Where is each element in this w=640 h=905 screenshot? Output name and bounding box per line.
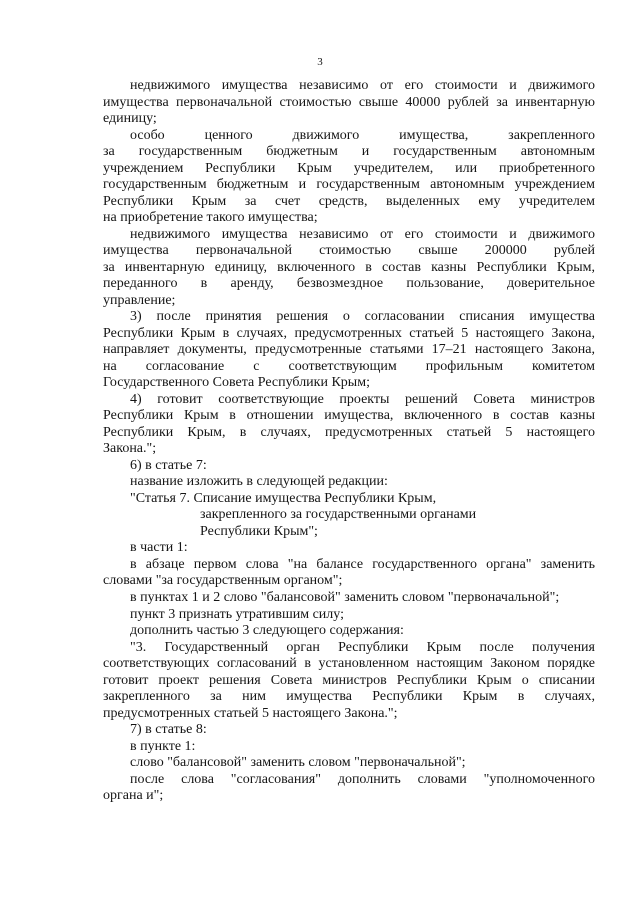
text-line: дополнить частью 3 следующего содержания: — [130, 623, 404, 639]
text-line: название изложить в следующей редакции: — [130, 474, 388, 490]
text-line: "Статья 7. Списание имущества Республики Крым, — [130, 490, 437, 506]
text-line: переданного в аренду, безвозмездное пользование, доверительное — [103, 276, 595, 292]
text-line: Республики Крым в отношении имущества, включенного в состав казны — [103, 408, 595, 424]
text-line: на приобретение такого имущества; — [103, 210, 318, 226]
text-line: пункт 3 признать утратившим силу; — [130, 606, 344, 622]
text-line: Республики Крым в случаях, предусмотренных статьей 5 настоящего Закона, — [103, 325, 595, 341]
text-line: 6) в статье 7: — [130, 457, 207, 473]
text-line: направляет документы, предусмотренные статьями 17–21 настоящего Закона, — [103, 342, 595, 358]
text-line: закрепленного за ним имущества Республики Крым в случаях, — [103, 689, 595, 705]
text-line: Республики Крым, в случаях, предусмотренных статьей 5 настоящего — [103, 424, 595, 440]
text-line: словами "за государственным органом"; — [103, 573, 343, 589]
text-line: Государственного Совета Республики Крым; — [103, 375, 370, 391]
text-line: управление; — [103, 292, 176, 308]
text-line: на согласование с соответствующим профильным комитетом — [103, 358, 595, 374]
text-line: имущества первоначальной стоимостью свыше 200000 рублей — [103, 243, 595, 259]
text-line: закрепленного за государственными органами — [200, 507, 477, 523]
text-line: 7) в статье 8: — [130, 722, 207, 738]
text-line: за государственным бюджетным и государственным автономным — [103, 144, 595, 160]
document-body — [103, 78, 595, 805]
text-line: "3. Государственный орган Республики Крым после получения — [130, 639, 595, 655]
text-line: готовит проект решения Совета министров Республики Крым о списании — [103, 672, 595, 688]
text-line: 3) после принятия решения о согласовании списания имущества — [130, 309, 595, 325]
text-line: в пунктах 1 и 2 слово "балансовой" заменить словом "первоначальной"; — [130, 589, 560, 605]
text-line: Республики Крым за счет средств, выделенных ему учредителем — [103, 193, 595, 209]
text-line: в части 1: — [130, 540, 188, 556]
text-line: после слова "согласования" дополнить словами "уполномоченного — [130, 771, 595, 787]
text-line: единицу; — [103, 111, 157, 127]
text-line: недвижимого имущества независимо от его стоимости и движимого — [130, 226, 595, 242]
text-line: учреждением Республики Крым учредителем, или приобретенного — [103, 160, 595, 176]
page-number: 3 — [317, 56, 323, 68]
text-line: Республики Крым"; — [200, 523, 318, 539]
text-line: слово "балансовой" заменить словом "первоначальной"; — [130, 755, 466, 771]
text-line: Закона."; — [103, 441, 157, 457]
text-line: особо ценного движимого имущества, закрепленного — [130, 127, 595, 143]
text-line: недвижимого имущества независимо от его стоимости и движимого — [130, 78, 595, 93]
text-line: предусмотренных статьей 5 настоящего Закона."; — [103, 705, 398, 721]
text-line: за инвентарную единицу, включенного в состав казны Республики Крым, — [103, 259, 595, 275]
text-line: соответствующих согласований в установленном настоящим Законом порядке — [103, 656, 595, 672]
text-line: в абзаце первом слова "на балансе государственного органа" заменить — [130, 556, 595, 572]
text-line: в пункте 1: — [130, 738, 196, 754]
text-line: государственным бюджетным и государственным автономным учреждением — [103, 177, 595, 193]
text-line: имущества первоначальной стоимостью свыше 40000 рублей за инвентарную — [103, 94, 595, 110]
text-line: 4) готовит соответствующие проекты решений Совета министров — [130, 391, 595, 407]
text-line: органа и"; — [103, 788, 164, 804]
